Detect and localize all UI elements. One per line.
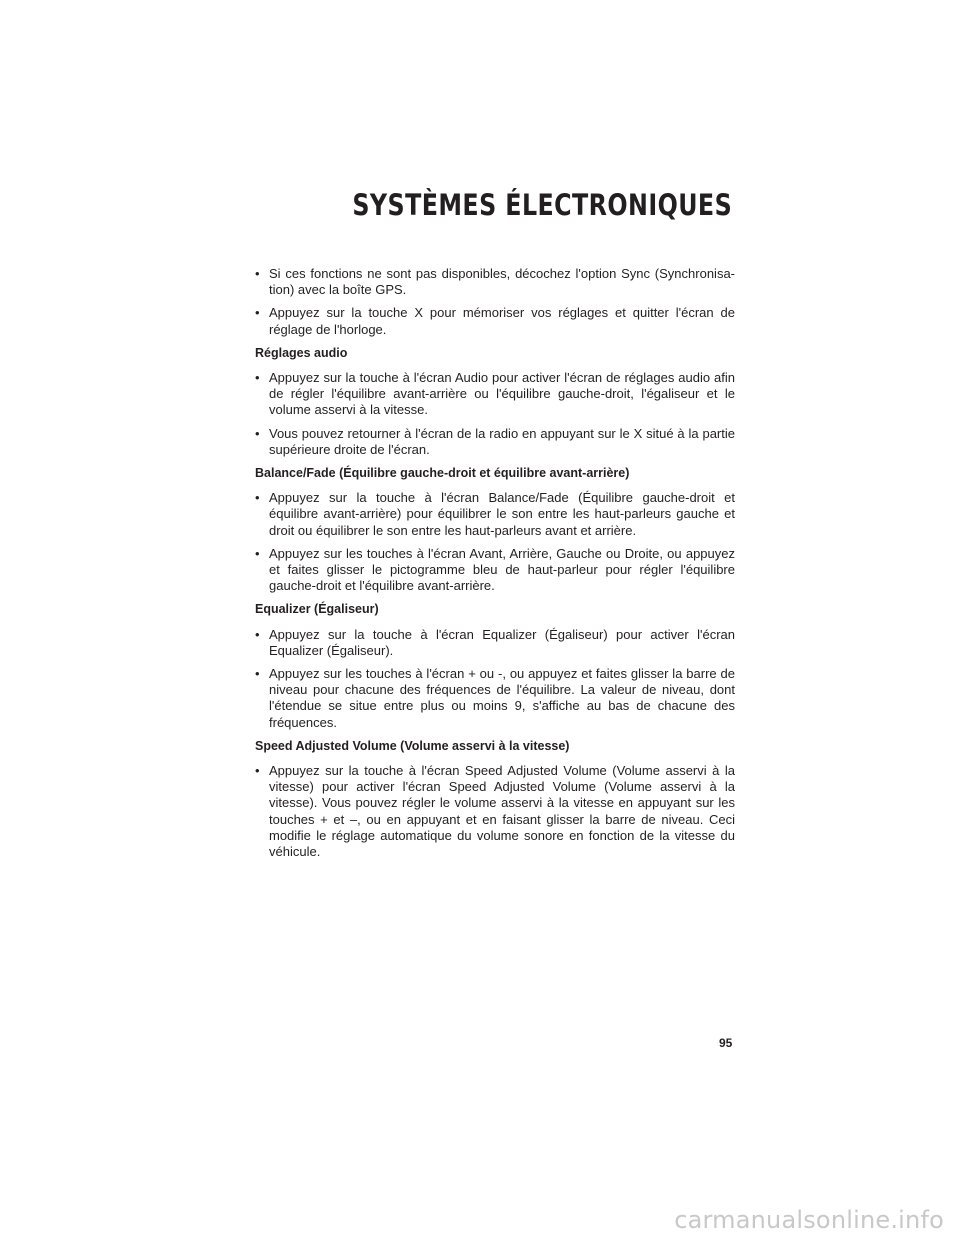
page-number: 95 (719, 1036, 733, 1050)
list-item: • Appuyez sur la touche à l'écran Speed Adjusted Volume (Volume asservi à la vitesse) pour activer l'écran Speed Adjusted Volume (Volume asservi à la vitesse). Vous pouvez régler le volume asservi à la vitesse en appuyant sur les touches + et –, ou en appuyant et en faisant glisser la barre de niveau. Ceci modifie le réglage automatique du volume sonore en fonction de la vitesse du véhicule. (255, 763, 735, 860)
section-heading-audio-settings: Réglages audio (255, 345, 348, 360)
watermark: carmanualsonline.info (674, 1206, 944, 1234)
section-heading-balance-fade: Balance/Fade (Équilibre gauche-droit et équilibre avant-arrière) (255, 466, 630, 481)
page-content (255, 266, 735, 867)
section-heading-speed-adjusted-volume: Speed Adjusted Volume (Volume asservi à la vitesse) (255, 738, 570, 753)
section-heading-equalizer: Equalizer (Égaliseur) (255, 602, 379, 617)
page-title: SYSTÈMES ÉLECTRONIQUES (352, 188, 732, 222)
list-item: • Appuyez sur les touches à l'écran + ou -, ou appuyez et faites glisser la barre de niveau pour chacune des fréquences de l'équilibre. La valeur de niveau, dont l'étendue se situe entre plus ou moins 9, s'affiche au bas de chacune des fréquences. (255, 666, 735, 731)
list-item: • Appuyez sur la touche à l'écran Audio pour activer l'écran de réglages audio afin de régler l'équilibre avant-arrière ou l'équilibre gauche-droit, l'égaliseur et le volume asservi à la vitesse. (255, 370, 735, 419)
list-item: • Vous pouvez retourner à l'écran de la radio en appuyant sur le X situé à la partie supérieure droite de l'écran. (255, 426, 735, 458)
list-item: • Si ces fonctions ne sont pas disponibles, décochez l'option Sync (Synchronisa-tion) avec la boîte GPS. (255, 266, 735, 298)
list-item: • Appuyez sur les touches à l'écran Avant, Arrière, Gauche ou Droite, ou appuyez et faites glisser le pictogramme bleu de haut-parleur pour régler l'équilibre gauche-droit et l'équilibre avant-arrière. (255, 546, 735, 595)
list-item: • Appuyez sur la touche à l'écran Equalizer (Égaliseur) pour activer l'écran Equalizer (Égaliseur). (255, 627, 735, 659)
list-item: • Appuyez sur la touche X pour mémoriser vos réglages et quitter l'écran de réglage de l'horloge. (255, 305, 735, 337)
list-item: • Appuyez sur la touche à l'écran Balance/Fade (Équilibre gauche-droit et équilibre avant-arrière) pour équilibrer le son entre les haut-parleurs gauche et droit ou équilibrer le son entre les haut-parleurs avant et arrière. (255, 490, 735, 539)
